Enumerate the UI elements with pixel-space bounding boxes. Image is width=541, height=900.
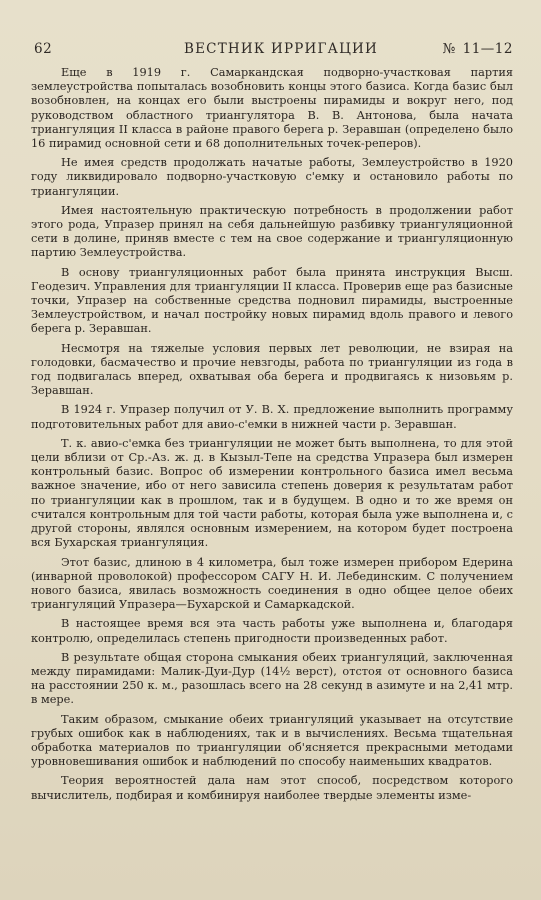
paragraph-11: Таким образом, смыкание обеих триангуляций указывает на отсутствие грубых ошибок как в наблюдениях, так и в вычислениях. Весьма тщательная обработка материалов по триангуляции об'ясняется прекрасными методами уровновешивания ошибок и наблюдений по способу наименьших квадратов.: [31, 712, 513, 769]
page-number: 62: [34, 41, 53, 57]
issue-number: № 11—12: [442, 41, 513, 57]
paragraph-6: В 1924 г. Упразер получил от У. В. Х. предложение выполнить программу подготовительных работ для авио-с'емки в нижней части р. Зеравшан.: [31, 403, 513, 431]
paragraph-5: Несмотря на тяжелые условия первых лет революции, не взирая на голодовки, басмачество и прочие невзгоды, работа по триангуляции из года в год подвигалась вперед, охватывая оба берега и продвигаясь к низовьям р. Зеравшан.: [31, 341, 513, 398]
paragraph-8: Этот базис, длиною в 4 километра, был тоже измерен прибором Едерина (инварной проволокой) профессором САГУ Н. И. Лебединским. С получением нового базиса, явилась возможность соединения в одно общее целое обеих триангуляций Упразера—Бухарской и Самаркадской.: [31, 555, 513, 612]
paragraph-9: В настоящее время вся эта часть работы уже выполнена и, благодаря контролю, определилась степень пригодности произведенных работ.: [31, 617, 513, 645]
article-body: [31, 66, 513, 808]
paragraph-2: Не имея средств продолжать начатые работы, Землеустройство в 1920 году ликвидировало подворно-участковую с'емку и остановило работы по триангуляции.: [31, 156, 513, 198]
paragraph-4: В основу триангуляционных работ была принята инструкция Высш. Геодезич. Управления для триангуляции II класса. Проверив еще раз базисные точки, Упразер на собственные средства подновил пирамиды, выстроенные Землеустройством, и начал постройку новых пирамид вдоль правого и левого берега р. Зеравшан.: [31, 265, 513, 336]
paragraph-12: Теория вероятностей дала нам этот способ, посредством которого вычислитель, подбирая и комбинируя наиболее твердые элементы изме-: [31, 774, 513, 802]
journal-title: ВЕСТНИК ИРРИГАЦИИ: [184, 41, 378, 57]
running-header: [34, 41, 513, 61]
paragraph-1: Еще в 1919 г. Самаркандская подворно-участковая партия землеустройства попыталась возобновить концы этого базиса. Когда базис был возобновлен, на концах его были выстроены пирамиды и вокруг него, под руководством областного триангулятора В. В. Антонова, была начата триангуляция II класса в районе правого берега р. Зеравшан (определено было 16 пирамид основной сети и 68 дополнительных точек-реперов).: [31, 66, 513, 151]
paragraph-7: Т. к. авио-с'емка без триангуляции не может быть выполнена, то для этой цели вблизи от Ср.-Аз. ж. д. в Кызыл-Тепе на средства Упразера был измерен контрольный базис. Вопрос об измерении контрольного базиса имел весьма важное значение, ибо от него зависила степень доверия к результатам работ по триангуляции как в прошлом, так и в будущем. В одно и то же время он считался контрольным для той части работы, которая была уже выполнена и, с другой стороны, являлся основным измерением, на котором будет построена вся Бухарская триангуляция.: [31, 436, 513, 550]
page-bottom-shade: [0, 874, 541, 900]
paragraph-3: Имея настоятельную практическую потребность в продолжении работ этого рода, Упразер принял на себя дальнейшую разбивку триангуляционной сети в долине, приняв вместе с тем на свое содержание и триангуляционную партию Землеустройства.: [31, 203, 513, 260]
paragraph-10: В результате общая сторона смыкания обеих триангуляций, заключенная между пирамидами: Малик-Дуи-Дур (14½ верст), отстоя от основного базиса на расстоянии 250 к. м., разошлась всего на 28 секунд в азимуте и на 2,41 мтр. в мере.: [31, 650, 513, 707]
